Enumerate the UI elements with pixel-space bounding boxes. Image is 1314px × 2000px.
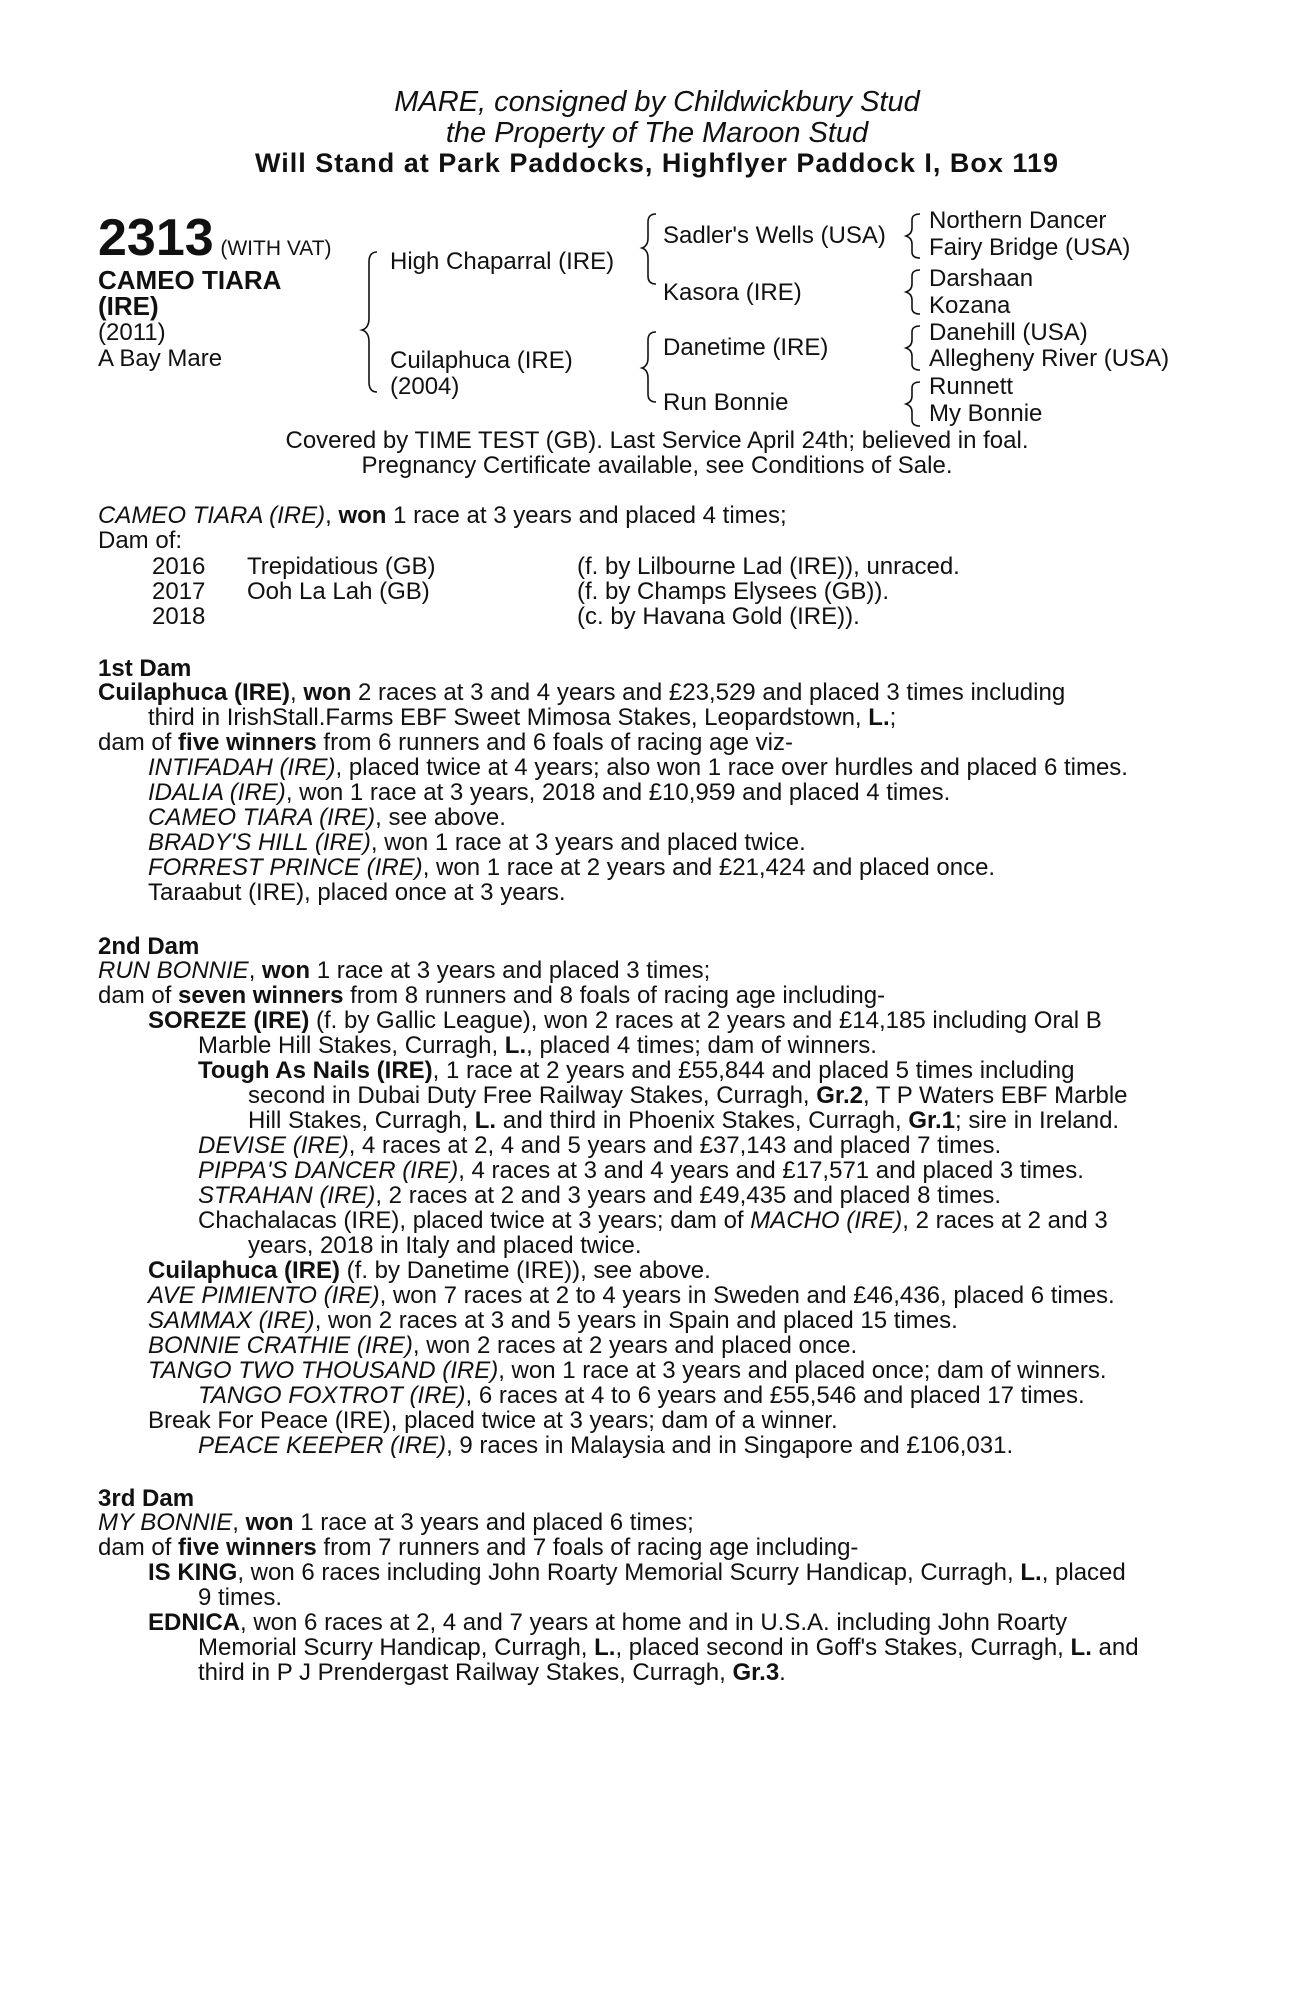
text: , T P Waters EBF Marble [862,1082,1128,1109]
pregnancy-line: Pregnancy Certificate available, see Conditions of Sale. [361,452,953,479]
progeny-name: CAMEO TIARA (IRE) [148,804,376,831]
progeny-name: Tough As Nails (IRE) [198,1057,433,1084]
pedigree-sss: Northern Dancer [929,207,1107,234]
progeny-item [148,1358,1107,1383]
text: , placed [1041,1559,1126,1586]
grade-label: L. [1020,1559,1042,1586]
text: , won 2 races at 3 and 5 years in Spain and placed 15 times. [314,1307,958,1334]
first-dam-heading: 1st Dam [98,655,192,682]
first-dam-text: ; [889,704,897,731]
text: from 7 runners and 7 foals of racing age including- [316,1534,859,1561]
progeny-name: DEVISE (IRE) [198,1132,349,1159]
progeny-item [198,1208,1108,1233]
won-label: won [303,679,352,706]
progeny-name: Cuilaphuca (IRE) [148,1257,341,1284]
text: dam of [98,982,179,1009]
text: , placed second in Goff's Stakes, Curragh, [615,1634,1071,1661]
consignor-line: MARE, consigned by Childwickbury Stud [394,86,920,118]
text: third in P J Prendergast Railway Stakes, Curragh, [198,1659,733,1686]
first-dam-text: third in IrishStall.Farms EBF Sweet Mimosa Stakes, Leopardstown, [148,704,869,731]
progeny-name: TANGO TWO THOUSAND (IRE) [148,1357,499,1384]
progeny-item-cont [248,1108,1119,1133]
progeny-item-cont [198,1660,786,1685]
text: Hill Stakes, Curragh, [248,1107,475,1134]
produce-detail: (f. by Lilbourne Lad (IRE)), unraced. [577,553,960,580]
progeny-item [198,1183,1001,1208]
progeny-name: IS KING [148,1559,238,1586]
third-dam-name: MY BONNIE [98,1509,233,1536]
progeny-text: , won 1 race at 3 years, 2018 and £10,959 and placed 4 times. [285,779,951,806]
text: , won 2 races at 2 years and placed once. [412,1332,858,1359]
text: , 1 race at 2 years and £55,844 and placed 5 times including [432,1057,1075,1084]
text: 1 race at 3 years and placed 6 times; [293,1509,694,1536]
text: , won 6 races including John Roarty Memorial Scurry Handicap, Curragh, [237,1559,1021,1586]
lot-name-country: (IRE) [98,291,159,321]
covered-line: Covered by TIME TEST (GB). Last Service April 24th; believed in foal. [285,427,1029,454]
third-dam-damof [98,1535,858,1560]
pedigree-sds: Darshaan [929,265,1034,292]
mare-name: CAMEO TIARA (IRE) [98,502,326,529]
progeny-item: Taraabut (IRE), placed once at 3 years. [148,879,566,906]
progeny-item-cont: years, 2018 in Italy and placed twice. [248,1232,642,1259]
produce-name: Trepidatious (GB) [247,553,436,580]
winners-count: seven winners [178,982,344,1009]
progeny-item [148,1560,1126,1585]
progeny-item [148,1308,958,1333]
text: Memorial Scurry Handicap, Curragh, [198,1634,595,1661]
pedigree-dsd: Allegheny River (USA) [929,345,1170,372]
progeny-name: FORREST PRINCE (IRE) [148,854,423,881]
produce-name: Ooh La Lah (GB) [247,578,430,605]
second-dam-damof [98,983,885,1008]
progeny-name: EDNICA [148,1609,241,1636]
progeny-item: Break For Peace (IRE), placed twice at 3 years; dam of a winner. [148,1407,838,1434]
first-dam-text: 2 races at 3 and 4 years and £23,529 and placed 3 times including [351,679,1066,706]
text: Marble Hill Stakes, Curragh, [198,1032,505,1059]
progeny-name: IDALIA (IRE) [148,779,286,806]
third-dam-heading: 3rd Dam [98,1485,195,1512]
text: ; sire in Ireland. [955,1107,1120,1134]
grade-label: Gr.2 [816,1082,863,1109]
won-label: won [338,502,387,529]
mare-record: CAMEO TIARA (IRE), won 1 race at 3 years and placed 4 times; [98,502,787,529]
progeny-item [198,1433,1013,1458]
text: , 9 races in Malaysia and in Singapore and £106,031. [446,1432,1014,1459]
produce-year: 2016 [152,553,206,580]
progeny-item [198,1133,1001,1158]
lot-number: 2313 [98,209,214,267]
winners-count: five winners [178,729,317,756]
produce-detail: (c. by Havana Gold (IRE)). [577,603,860,630]
text: from 8 runners and 8 foals of racing age including- [343,982,886,1009]
grade-label: L. [1070,1634,1092,1661]
grade-label: L. [504,1032,527,1059]
progeny-item [148,1333,857,1358]
progeny-item-cont [198,1033,877,1058]
progeny-item [148,1610,1067,1635]
text: (f. by Danetime (IRE)), see above. [340,1257,711,1284]
lot-year: (2011) [98,319,166,346]
text: from 6 runners and 6 foals of racing age viz- [316,729,794,756]
progeny-item [198,1058,1074,1083]
produce-year: 2018 [152,603,206,630]
progeny-item [148,805,506,830]
pedigree-ssd: Fairy Bridge (USA) [929,234,1131,261]
progeny-item [148,855,995,880]
pedigree-dam-year: (2004) [390,373,460,400]
text: dam of [98,1534,179,1561]
winners-count: five winners [178,1534,317,1561]
grade-label: L. [594,1634,616,1661]
produce-detail: (f. by Champs Elysees (GB)). [577,578,890,605]
progeny-name: AVE PIMIENTO (IRE) [148,1282,380,1309]
mare-record-text: 1 race at 3 years and placed 4 times; [386,502,787,529]
won-label: won [262,957,311,984]
grade-label: Gr.1 [908,1107,956,1134]
pedigree-ddd: My Bonnie [929,400,1043,427]
text: , 4 races at 3 and 4 years and £17,571 and placed 3 times. [458,1157,1084,1184]
text: , won 6 races at 2, 4 and 7 years at home and in U.S.A. including John Roarty [240,1609,1068,1636]
progeny-item [148,780,950,805]
produce-year: 2017 [152,578,206,605]
text: dam of [98,729,179,756]
progeny-item [198,1383,1085,1408]
progeny-text: , won 1 race at 2 years and £21,424 and placed once. [422,854,996,881]
pedigree-dam-dam: Run Bonnie [663,389,789,416]
text: , 2 races at 2 and 3 [902,1207,1108,1234]
text: , 6 races at 4 to 6 years and £55,546 and placed 17 times. [465,1382,1085,1409]
grade-label: L. [868,704,890,731]
lot-description: A Bay Mare [98,345,223,372]
progeny-item-cont [198,1635,1139,1660]
progeny-item [148,755,1128,780]
text: (f. by Gallic League), won 2 races at 2 years and £14,185 including Oral B [309,1007,1102,1034]
pedigree-sire-dam: Kasora (IRE) [663,279,802,306]
pedigree-sire: High Chaparral (IRE) [390,248,615,275]
progeny-name: SOREZE (IRE) [148,1007,310,1034]
first-dam-name: Cuilaphuca (IRE) [98,679,291,706]
progeny-item [148,830,806,855]
pedigree-sire-sire: Sadler's Wells (USA) [663,222,886,249]
pedigree-dds: Runnett [929,373,1014,400]
grade-label: L. [474,1107,497,1134]
dam-of-label: Dam of: [98,527,183,554]
text: and third in Phoenix Stakes, Curragh, [496,1107,909,1134]
first-dam-damof [98,730,793,755]
grade-label: Gr.3 [732,1659,780,1686]
text: 1 race at 3 years and placed 3 times; [310,957,711,984]
text: . [779,1659,786,1686]
won-label: won [245,1509,294,1536]
property-line: the Property of The Maroon Stud [445,117,869,149]
progeny-name: PIPPA'S DANCER (IRE) [198,1157,459,1184]
progeny-name: SAMMAX (IRE) [148,1307,315,1334]
text: and [1091,1634,1139,1661]
vat-label: (WITH VAT) [220,237,332,260]
text: , won 7 races at 2 to 4 years in Sweden and £46,436, placed 6 times. [379,1282,1115,1309]
second-dam-heading: 2nd Dam [98,933,200,960]
first-dam-line1: Cuilaphuca (IRE), won 2 races at 3 and 4 years and £23,529 and placed 3 times including [98,679,1066,706]
progeny-item [148,1008,1102,1033]
stand-location: Will Stand at Park Paddocks, Highflyer Paddock I, Box 119 [255,148,1059,178]
lot-name: CAMEO TIARA [98,265,282,295]
progeny-item [148,1258,711,1283]
progeny-text: , see above. [375,804,506,831]
progeny-name: TANGO FOXTROT (IRE) [198,1382,466,1409]
pedigree-dam: Cuilaphuca (IRE) [390,347,573,374]
text: , 2 races at 2 and 3 years and £49,435 and placed 8 times. [375,1182,1002,1209]
progeny-name: INTIFADAH (IRE) [148,754,336,781]
pedigree-dam-sire: Danetime (IRE) [663,334,829,361]
second-dam-name: RUN BONNIE [98,957,249,984]
text: , placed 4 times; dam of winners. [526,1032,877,1059]
progeny-text: , won 1 race at 3 years and placed twice. [370,829,806,856]
second-dam-line1: RUN BONNIE, won 1 race at 3 years and placed 3 times; [98,957,711,984]
progeny-name: BRADY'S HILL (IRE) [148,829,371,856]
progeny-name: BONNIE CRATHIE (IRE) [148,1332,413,1359]
produce-table [152,553,1052,633]
first-dam-line2 [148,705,896,730]
third-dam-line1: MY BONNIE, won 1 race at 3 years and placed 6 times; [98,1509,694,1536]
progeny-item [198,1158,1084,1183]
text: , 4 races at 2, 4 and 5 years and £37,143 and placed 7 times. [348,1132,1002,1159]
progeny-item [148,1283,1115,1308]
pedigree-dss: Danehill (USA) [929,319,1088,346]
text: Chachalacas (IRE), placed twice at 3 years; dam of [198,1207,751,1234]
text: , won 1 race at 3 years and placed once; dam of winners. [498,1357,1107,1384]
progeny-name: PEACE KEEPER (IRE) [198,1432,447,1459]
pedigree-braces [0,0,1314,440]
progeny-item-cont [248,1083,1128,1108]
progeny-name: STRAHAN (IRE) [198,1182,376,1209]
text: second in Dubai Duty Free Railway Stakes, Curragh, [248,1082,817,1109]
progeny-text: , placed twice at 4 years; also won 1 race over hurdles and placed 6 times. [335,754,1128,781]
progeny-item-cont: 9 times. [198,1584,283,1611]
progeny-name: MACHO (IRE) [750,1207,903,1234]
pedigree-sdd: Kozana [929,292,1011,319]
